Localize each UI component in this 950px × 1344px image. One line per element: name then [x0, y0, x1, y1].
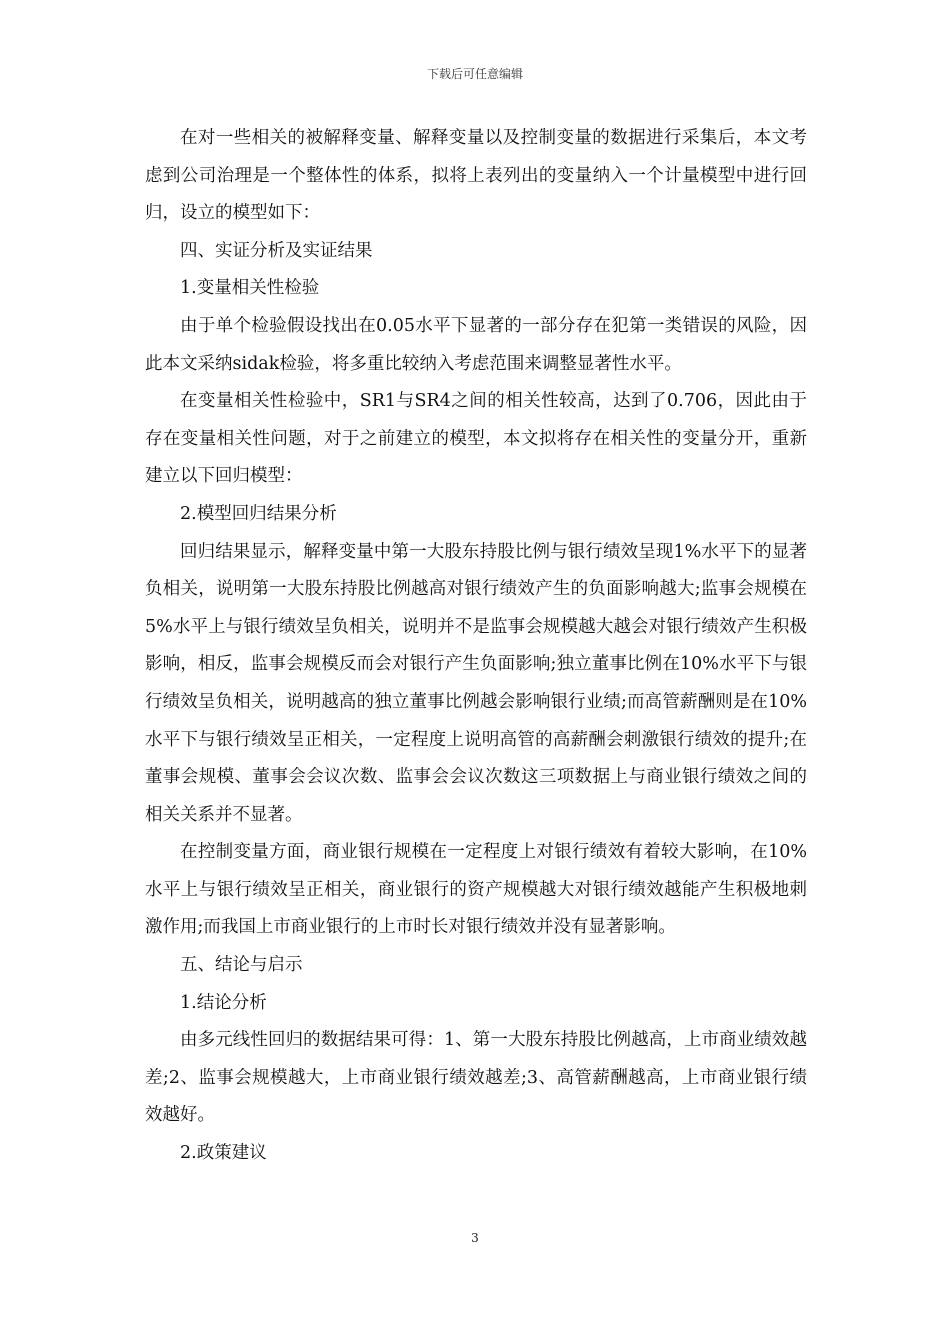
body-paragraph: 在对一些相关的被解释变量、解释变量以及控制变量的数据进行采集后，本文考虑到公司治理是一个整体性的体系，拟将上表列出的变量纳入一个计量模型中进行回归，设立的模型如下：	[145, 128, 807, 224]
body-paragraph: 回归结果显示，解释变量中第一大股东持股比例与银行绩效呈现1%水平下的显著负相关，说明第一大股东持股比例越高对银行绩效产生的负面影响越大;监事会规模在5%水平上与银行绩效呈负相关，说明并不是监事会规模越大越会对银行绩效产生积极影响，相反，监事会规模反而会对银行产生负面影响;独立董事比例在10%水平下与银行绩效呈负相关，说明越高的独立董事比例越会影响银行业绩;而高管薪酬则是在10%水平下与银行绩效呈正相关，一定程度上说明高管的高薪酬会刺激银行绩效的提升;在董事会规模、董事会会议次数、监事会会议次数这三项数据上与商业银行绩效之间的相关关系并不显著。	[145, 541, 807, 825]
section-heading: 五、结论与启示	[180, 955, 303, 976]
body-paragraph: 由于单个检验假设找出在0.05水平下显著的一部分存在犯第一类错误的风险，因此本文采纳sidak检验，将多重比较纳入考虑范围来调整显著性水平。	[145, 315, 807, 374]
subsection-heading: 2.模型回归结果分析	[180, 503, 337, 524]
page-number: 3	[471, 1231, 479, 1245]
subsection-heading: 2.政策建议	[180, 1143, 267, 1164]
page-header: 下载后可任意编辑	[426, 67, 523, 81]
section-heading: 四、实证分析及实证结果	[180, 240, 373, 261]
document-body	[145, 120, 807, 1173]
body-paragraph: 在变量相关性检验中，SR1与SR4之间的相关性较高，达到了0.706，因此由于存在变量相关性问题，对于之前建立的模型，本文拟将存在相关性的变量分开，重新建立以下回归模型：	[145, 391, 807, 487]
subsection-heading: 1.结论分析	[180, 992, 267, 1013]
body-paragraph: 在控制变量方面，商业银行规模在一定程度上对银行绩效有着较大影响，在10%水平上与银行绩效呈正相关，商业银行的资产规模越大对银行绩效越能产生积极地刺激作用;而我国上市商业银行的上市时长对银行绩效并没有显著影响。	[145, 842, 807, 938]
body-paragraph: 由多元线性回归的数据结果可得：1、第一大股东持股比例越高，上市商业绩效越差;2、监事会规模越大，上市商业银行绩效越差;3、高管薪酬越高，上市商业银行绩效越好。	[145, 1030, 807, 1126]
subsection-heading: 1.变量相关性检验	[180, 278, 320, 299]
